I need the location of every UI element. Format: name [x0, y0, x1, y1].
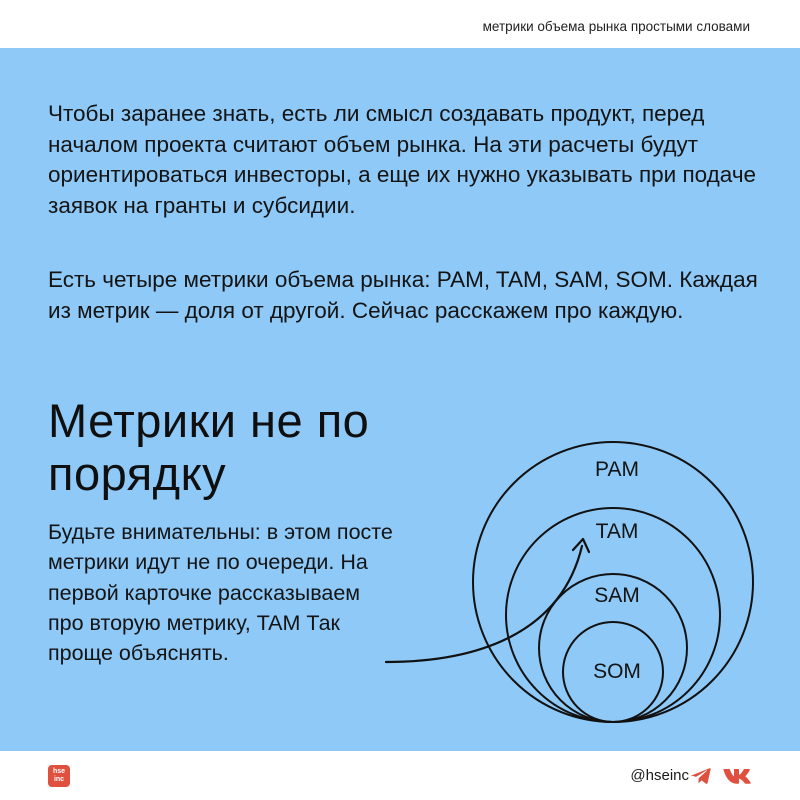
nested-circles-diagram — [0, 48, 800, 751]
footer — [0, 751, 800, 800]
pointer-arrow — [386, 546, 582, 662]
label-sam: SAM — [594, 584, 640, 607]
header-title: метрики объема рынка простыми словами — [482, 19, 750, 34]
section-note: Будьте внимательны: в этом посте метрики идут не по очереди. На первой карточке рассказываем про вторую метрику, TAM Так проще объяснять. — [48, 520, 393, 666]
social-handle[interactable]: @hseinc — [630, 767, 689, 784]
section-heading: Метрики не по порядку — [48, 394, 370, 500]
telegram-icon[interactable] — [691, 767, 711, 785]
hse-inc-logo[interactable] — [48, 765, 70, 787]
content-card — [0, 48, 800, 751]
intro-paragraph-1: Чтобы заранее знать, есть ли смысл создавать продукт, перед началом проекта считают объем рынка. На эти расчеты будут ориентироваться инвесторы, а еще их нужно указывать при подаче заявок на гранты и субсидии. — [48, 101, 757, 218]
logo-text-line-1: hse — [52, 768, 66, 775]
label-som: SOM — [593, 660, 641, 683]
vk-icon[interactable] — [723, 768, 753, 784]
label-pam: PAM — [595, 458, 639, 481]
logo-text-line-2: inc — [53, 775, 65, 783]
intro-paragraph-2: Есть четыре метрики объема рынка: PAM, TAM, SAM, SOM. Каждая из метрик — доля от другой. Сейчас расскажем про каждую. — [48, 267, 758, 323]
top-bar — [0, 0, 800, 48]
label-tam: TAM — [595, 520, 639, 543]
